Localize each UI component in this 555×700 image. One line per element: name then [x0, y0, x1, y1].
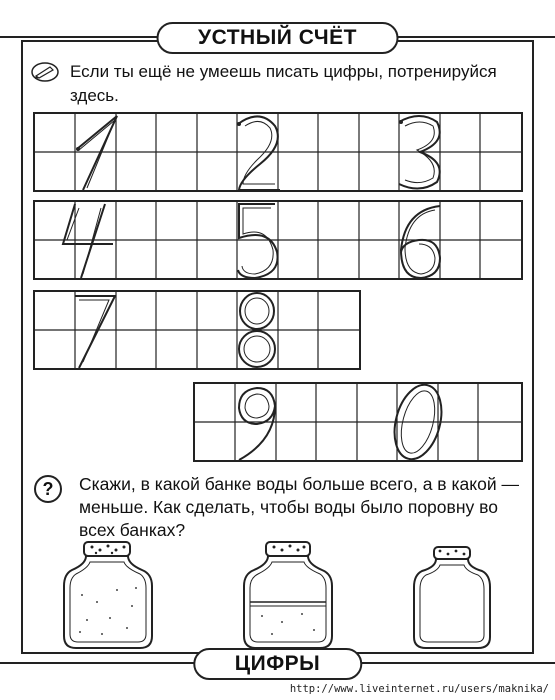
- water-jar: [242, 540, 334, 650]
- pencil-icon: [30, 62, 60, 82]
- digit-6-trace: [35, 202, 521, 278]
- empty-jar: [412, 545, 492, 650]
- header-banner: [0, 22, 555, 52]
- question-icon: ?: [34, 475, 62, 503]
- section-title: ЦИФРЫ: [193, 648, 362, 680]
- intro-text: Если ты ещё не умеешь писать цифры, потренируйся здесь.: [70, 62, 497, 105]
- tracing-row-4: [193, 382, 523, 462]
- tracing-row-2: [33, 200, 523, 280]
- page-title: УСТНЫЙ СЧЁТ: [156, 22, 399, 54]
- tracing-row-3: [33, 290, 361, 370]
- digit-8-trace: [35, 292, 359, 368]
- digit-0-trace: [195, 384, 521, 460]
- sand-jar: [62, 540, 154, 650]
- question-text: Скажи, в какой банке воды больше всего, а в какой — меньше. Как сделать, чтобы воды было поровну во всех банках?: [79, 474, 519, 540]
- footer-banner: [0, 648, 555, 678]
- digit-3-trace: [35, 114, 521, 190]
- source-url[interactable]: http://www.liveinternet.ru/users/maknika/: [289, 683, 549, 695]
- tracing-row-1: [33, 112, 523, 192]
